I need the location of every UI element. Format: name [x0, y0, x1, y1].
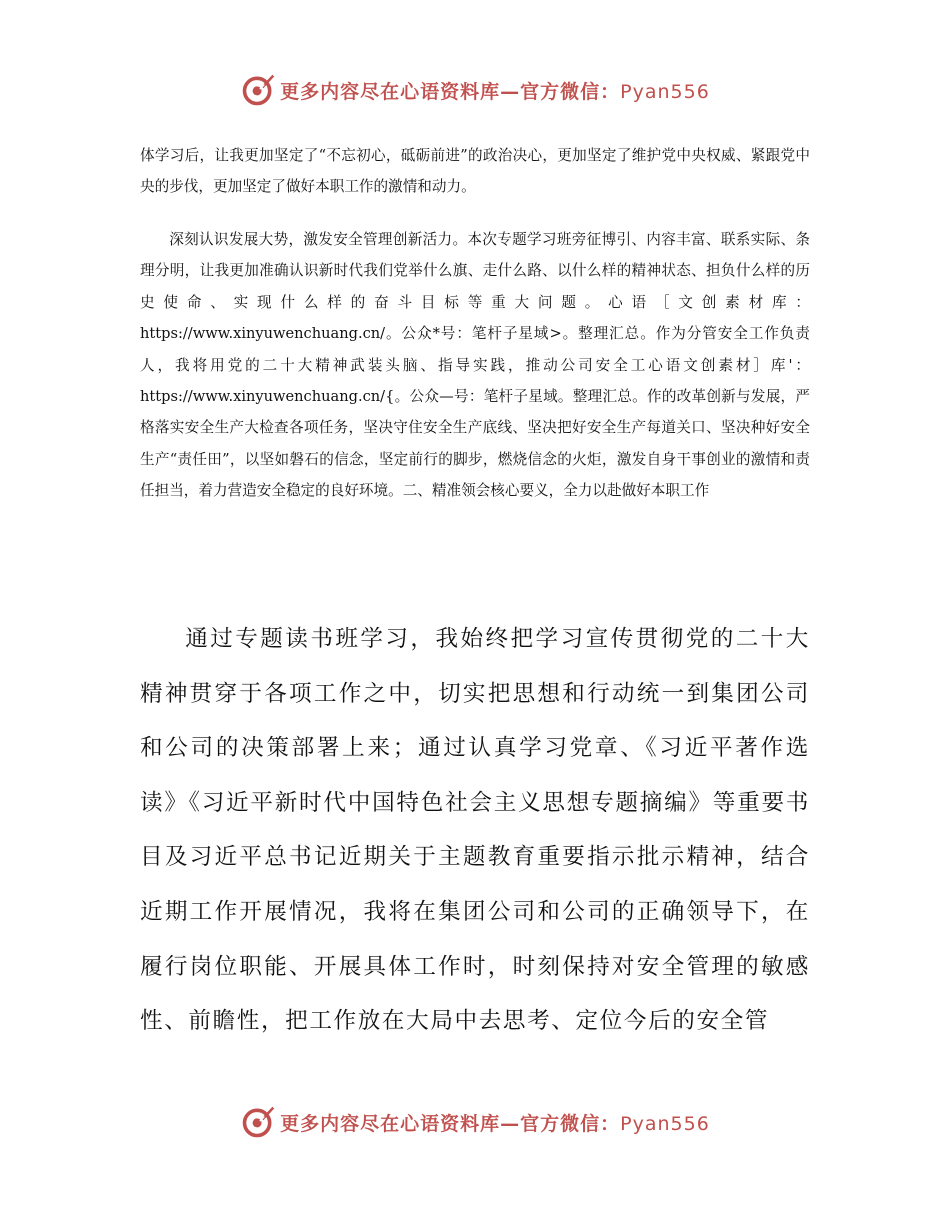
wechat-id: Pyan556	[620, 1112, 710, 1135]
paragraph-2: 深刻认识发展大势，激发安全管理创新活力。本次专题学习班旁征博引、内容丰富、联系实际、条理分明，让我更加准确认识新时代我们党举什么旗、走什么路、以什么样的精神状态、担负什么样的历史使命、实现什么样的奋斗目标等重大问题。心语［文创素材库：https://www.xinyuwenchuang.cn/。公众*号：笔杆子星域>。整理汇总。作为分管安全工作负责人，我将用党的二十大精神武装头脑、指导实践，推动公司安全工心语文创素材］库'：https://www.xinyuwenchuang.cn/{。公众—号：笔杆子星域。整理汇总。作的改革创新与发展，严格落实安全生产大检查各项任务，坚决守住安全生产底线、坚决把好安全生产每道关口、坚决种好安全生产“责任田”，以坚如磐石的信念，坚定前行的脚步，燃烧信念的火炬，激发自身干事创业的激情和责任担当，着力营造安全稳定的良好环境。二、精准领会核心要义，全力以赴做好本职工作	[140, 231, 810, 500]
wechat-id: Pyan556	[620, 80, 710, 103]
banner-text: 更多内容尽在心语资料库—官方微信：Pyan556	[280, 1112, 710, 1135]
pen-logo-icon	[240, 1104, 276, 1140]
pen-logo-icon	[240, 72, 276, 108]
paragraph-3: 通过专题读书班学习，我始终把学习宣传贯彻党的二十大精神贯穿于各项工作之中，切实把思想和行动统一到集团公司和公司的决策部署上来；通过认真学习党章、《习近平著作选读》《习近平新时代中国特色社会主义思想专题摘编》等重要书目及习近平总书记近期关于主题教育重要指示批示精神，结合近期工作开展情况，我将在集团公司和公司的正确领导下，在履行岗位职能、开展具体工作时，时刻保持对安全管理的敏感性、前瞻性，把工作放在大局中去思考、定位今后的安全管	[140, 626, 810, 1035]
footer-banner	[0, 1098, 950, 1146]
header-banner	[0, 66, 950, 114]
banner-text: 更多内容尽在心语资料库—官方微信：Pyan556	[280, 80, 710, 103]
paragraph-1: 体学习后，让我更加坚定了“不忘初心，砥砺前进”的政治决心，更加坚定了维护党中央权威、紧跟党中央的步伐，更加坚定了做好本职工作的激情和动力。	[140, 147, 810, 196]
